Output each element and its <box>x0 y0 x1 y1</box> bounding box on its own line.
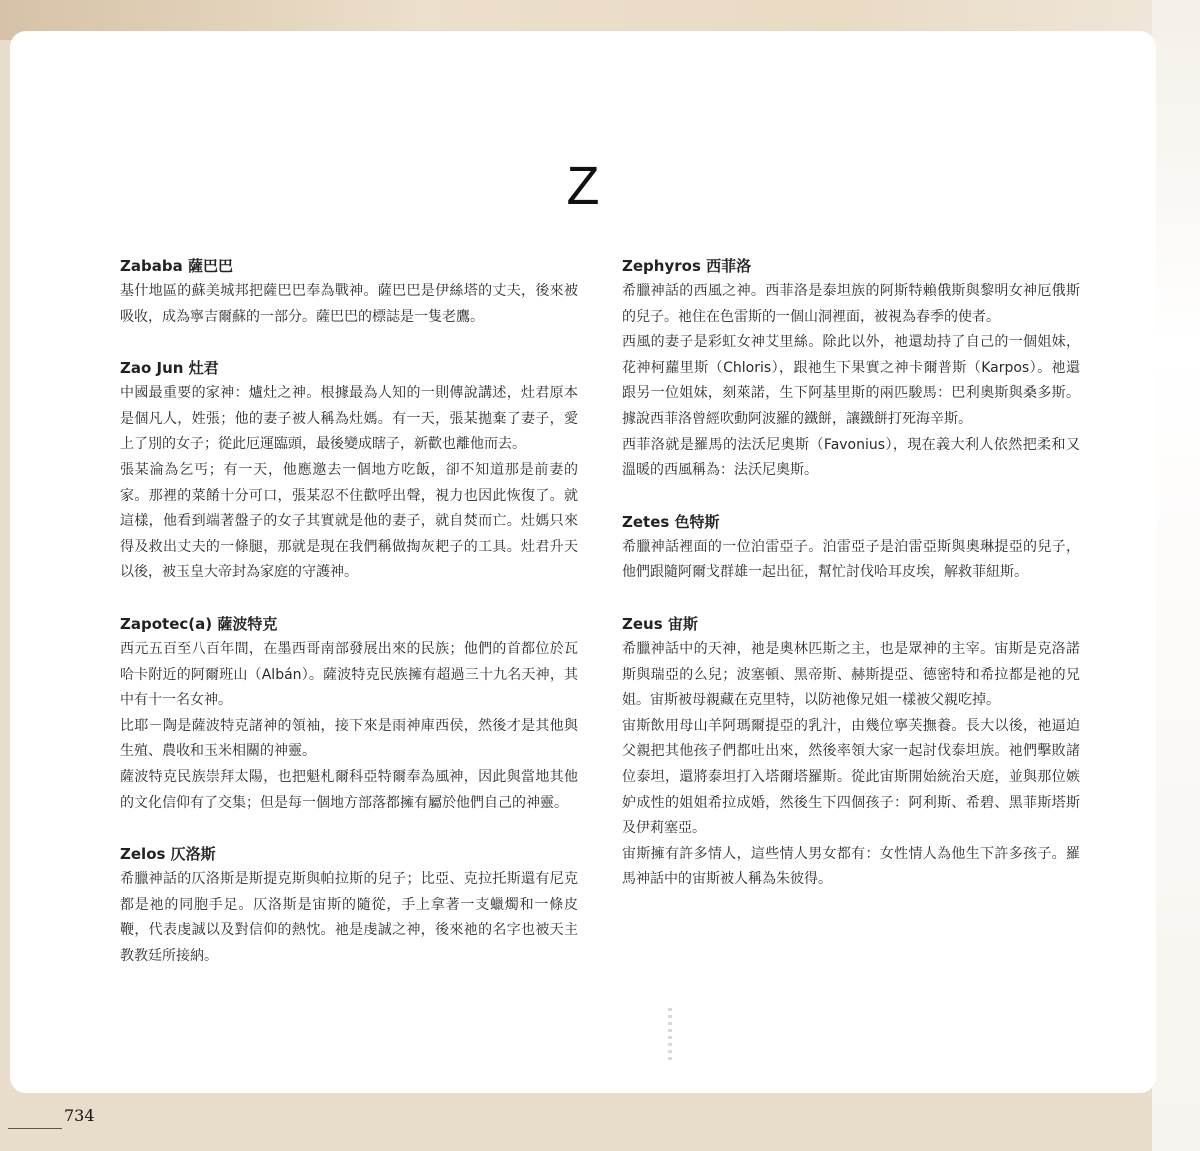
scan-right-edge <box>1152 0 1200 1151</box>
entry-paragraph: 比耶－陶是薩波特克諸神的領袖，接下來是雨神庫西侯，然後才是其他與生殖、農收和玉米相關的神靈。 <box>120 717 578 760</box>
entry-paragraph: 基什地區的蘇美城邦把薩巴巴奉為戰神。薩巴巴是伊絲塔的丈夫，後來被吸收，成為寧吉爾蘇的一部分。薩巴巴的標誌是一隻老鷹。 <box>120 283 578 325</box>
page-number: 734 <box>64 1106 95 1125</box>
scan-smudge <box>668 1008 672 1064</box>
entry-paragraph: 宙斯擁有許多情人，這些情人男女都有：女性情人為他生下許多孩子。羅馬神話中的宙斯被人稱為朱彼得。 <box>622 845 1080 888</box>
dictionary-entry <box>120 355 578 586</box>
entry-term: Zao Jun 灶君 <box>120 359 219 378</box>
dictionary-entry <box>622 253 1080 484</box>
right-column <box>622 253 1080 918</box>
entry-term: Zephyros 西菲洛 <box>622 257 752 275</box>
entry-paragraph: 西菲洛就是羅馬的法沃尼奧斯（Favonius），現在義大利人依然把柔和又溫暖的西風稱為：法沃尼奧斯。 <box>622 436 1080 479</box>
entry-paragraph: 希臘神話的西風之神。西菲洛是泰坦族的阿斯特賴俄斯與黎明女神厄俄斯的兒子。祂住在色雷斯的一個山洞裡面，被視為春季的使者。 <box>622 283 1080 325</box>
dictionary-entry <box>120 253 578 330</box>
entry-paragraph: 西元五百至八百年間，在墨西哥南部發展出來的民族；他們的首都位於瓦哈卡附近的阿爾班山（Albán）。薩波特克民族擁有超過三十九名天神，其中有十一名女神。 <box>120 640 578 709</box>
entry-paragraph: 張某淪為乞丐；有一天，他應邀去一個地方吃飯，卻不知道那是前妻的家。那裡的菜餚十分可口，張某忍不住歡呼出聲，視力也因此恢復了。就這樣，他看到端著盤子的女子其實就是他的妻子，就自焚而亡。灶媽只來得及救出丈夫的一條腿，那就是現在我們稱做掏灰耙子的工具。灶君升天以後，被玉皇大帝封為家庭的守護神。 <box>120 461 578 581</box>
entry-paragraph: 薩波特克民族崇拜太陽，也把魁札爾科亞特爾奉為風神，因此與當地其他的文化信仰有了交集；但是每一個地方部落都擁有屬於他們自己的神靈。 <box>120 768 578 811</box>
entry-paragraph: 西風的妻子是彩虹女神艾里絲。除此以外，祂還劫持了自己的一個姐妹，花神柯蘿里斯（Chloris），跟祂生下果實之神卡爾普斯（Karpos）。祂還跟另一位姐妹，刻萊諾，生下阿基里斯的兩匹駿馬：巴利奧斯與桑多斯。據說西菲洛曾經吹動阿波羅的鐵餅，讓鐵餅打死海辛斯。 <box>622 334 1080 427</box>
entry-paragraph: 宙斯飲用母山羊阿瑪爾提亞的乳汁，由幾位寧芙撫養。長大以後，祂逼迫父親把其他孩子們都吐出來，然後率領大家一起討伐泰坦族。祂們擊敗諸位泰坦，還將泰坦打入塔爾塔羅斯。從此宙斯開始統治天庭，並與那位嫉妒成性的姐姐希拉成婚，然後生下四個孩子：阿利斯、希碧、黑菲斯塔斯及伊莉塞亞。 <box>622 717 1080 837</box>
entry-paragraph: 中國最重要的家神：爐灶之神。根據最為人知的一則傳說講述，灶君原本是個凡人，姓張；他的妻子被人稱為灶媽。有一天，張某拋棄了妻子，愛上了別的女子；從此厄運臨頭，最後變成瞎子，新歡也離他而去。 <box>120 385 578 453</box>
entry-term: Zetes 色特斯 <box>622 512 720 531</box>
dictionary-entry <box>622 509 1080 586</box>
entry-paragraph: 希臘神話裡面的一位泊雷亞子。泊雷亞子是泊雷亞斯與奧琳提亞的兒子，他們跟隨阿爾戈群雄一起出征，幫忙討伐哈耳皮埃，解救菲紐斯。 <box>622 538 1080 581</box>
dictionary-entry <box>622 611 1080 893</box>
left-column <box>120 253 578 994</box>
entry-term: Zeus 宙斯 <box>622 614 698 633</box>
entry-paragraph: 希臘神話中的天神，祂是奧林匹斯之主，也是眾神的主宰。宙斯是克洛諾斯與瑞亞的么兒；波塞頓、黑帝斯、赫斯提亞、德密特和希拉都是祂的兄姐。宙斯被母親藏在克里特，以防祂像兄姐一樣被父親吃掉。 <box>622 640 1080 709</box>
dictionary-entry <box>120 611 578 816</box>
dictionary-entry <box>120 841 578 969</box>
entry-term: Zelos 仄洛斯 <box>120 845 216 864</box>
entry-term: Zababa 薩巴巴 <box>120 257 233 275</box>
section-letter-heading: Z <box>566 156 600 216</box>
entry-paragraph: 希臘神話的仄洛斯是斯提克斯與帕拉斯的兒子；比亞、克拉托斯還有尼克都是祂的同胞手足。仄洛斯是宙斯的隨從，手上拿著一支蠟燭和一條皮鞭，代表虔誠以及對信仰的熱忱。祂是虔誠之神，後來祂的名字也被天主教教廷所接納。 <box>120 871 578 964</box>
entry-term: Zapotec(a) 薩波特克 <box>120 614 278 633</box>
book-page <box>10 31 1156 1093</box>
footer-rule <box>8 1128 62 1129</box>
